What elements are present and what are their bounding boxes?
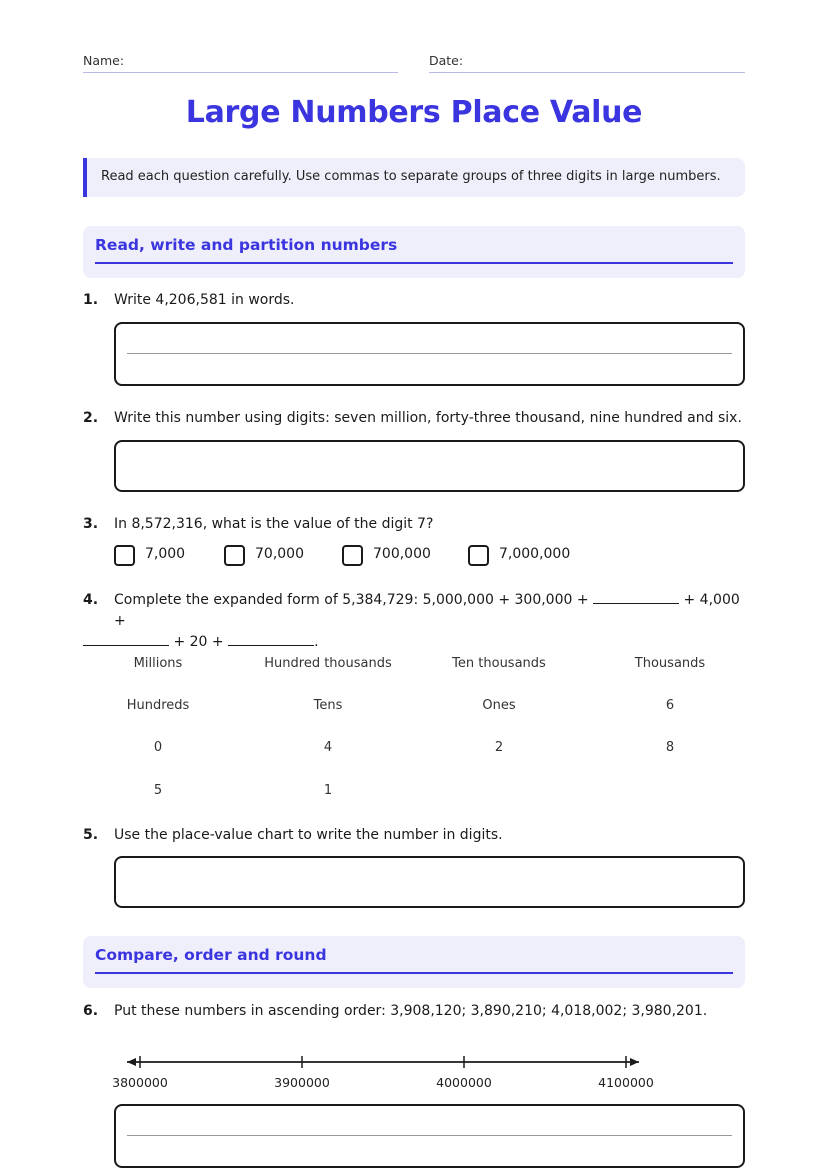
question-text: Use the place-value chart to write the number in digits.	[114, 827, 503, 843]
date-label: Date:	[429, 53, 464, 68]
answer-box-6[interactable]	[114, 1104, 745, 1168]
option-label: 7,000	[145, 546, 186, 562]
number-line	[83, 1050, 745, 1095]
question-number: 2.	[83, 410, 99, 426]
section-underline	[95, 972, 733, 974]
tick-label: 3900000	[274, 1075, 330, 1090]
question-text	[114, 590, 745, 653]
name-field[interactable]	[83, 53, 398, 73]
tick-label: 4100000	[598, 1075, 654, 1090]
fill-blank-1[interactable]	[593, 590, 679, 604]
pv-cell: Thousands	[634, 656, 706, 671]
pv-cell: Hundred thousands	[264, 656, 392, 671]
section-underline	[95, 262, 733, 264]
worksheet-page	[83, 0, 745, 1171]
fill-blank-3[interactable]	[228, 632, 314, 646]
pv-cell: 2	[494, 740, 504, 755]
question-number: 1.	[83, 292, 99, 308]
pv-cell: Tens	[313, 698, 343, 713]
pv-cell: 6	[665, 698, 675, 713]
instructions-box: Read each question carefully. Use commas to separate groups of three digits in large numbers.	[83, 158, 745, 197]
pv-cell: Ten thousands	[452, 656, 546, 671]
checkbox[interactable]	[468, 545, 489, 566]
section-header-compare-order	[83, 936, 745, 988]
pv-cell: 1	[323, 783, 333, 798]
question-text: Put these numbers in ascending order: 3,908,120; 3,890,210; 4,018,002; 3,980,201.	[114, 1003, 708, 1019]
pv-cell: 8	[665, 740, 675, 755]
option-label: 7,000,000	[499, 546, 571, 562]
section-header-read-write	[83, 226, 745, 278]
number-line-svg	[83, 1050, 745, 1095]
section-title: Compare, order and round	[95, 946, 327, 964]
pv-cell: Hundreds	[126, 698, 190, 713]
pv-cell: Ones	[482, 698, 516, 713]
answer-box-2[interactable]	[114, 440, 745, 492]
expanded-form-text-b: + 4,000 +	[114, 592, 740, 629]
number-line-right-arrow	[630, 1058, 639, 1066]
tick-label: 4000000	[436, 1075, 492, 1090]
question-number: 5.	[83, 827, 99, 843]
pv-cell: 0	[153, 740, 163, 755]
date-field[interactable]	[429, 53, 745, 73]
option-label: 700,000	[373, 546, 431, 562]
question-text: Write 4,206,581 in words.	[114, 292, 295, 308]
answer-box-5[interactable]	[114, 856, 745, 908]
question-number: 3.	[83, 516, 99, 532]
answer-line	[127, 353, 732, 354]
number-line-left-arrow	[127, 1058, 136, 1066]
question-text: Write this number using digits: seven million, forty-three thousand, nine hundred and six.	[114, 410, 742, 426]
fill-blank-2[interactable]	[83, 632, 169, 646]
tick-label: 3800000	[112, 1075, 168, 1090]
expanded-form-text-a: Complete the expanded form of 5,384,729: 5,000,000 + 300,000 +	[114, 592, 589, 608]
name-label: Name:	[83, 53, 125, 68]
pv-cell: 5	[153, 783, 163, 798]
question-number: 4.	[83, 592, 99, 608]
section-title: Read, write and partition numbers	[95, 236, 398, 254]
pv-cell: Millions	[133, 656, 183, 671]
question-text: In 8,572,316, what is the value of the digit 7?	[114, 516, 434, 532]
page-title: Large Numbers Place Value	[185, 95, 643, 130]
checkbox[interactable]	[342, 545, 363, 566]
expanded-form-text-c: + 20 +	[173, 634, 224, 650]
option-label: 70,000	[255, 546, 304, 562]
expanded-form-text-d: .	[314, 634, 319, 650]
answer-box-1[interactable]	[114, 322, 745, 386]
answer-line	[127, 1135, 732, 1136]
question-number: 6.	[83, 1003, 99, 1019]
checkbox[interactable]	[224, 545, 245, 566]
pv-cell: 4	[323, 740, 333, 755]
checkbox[interactable]	[114, 545, 135, 566]
